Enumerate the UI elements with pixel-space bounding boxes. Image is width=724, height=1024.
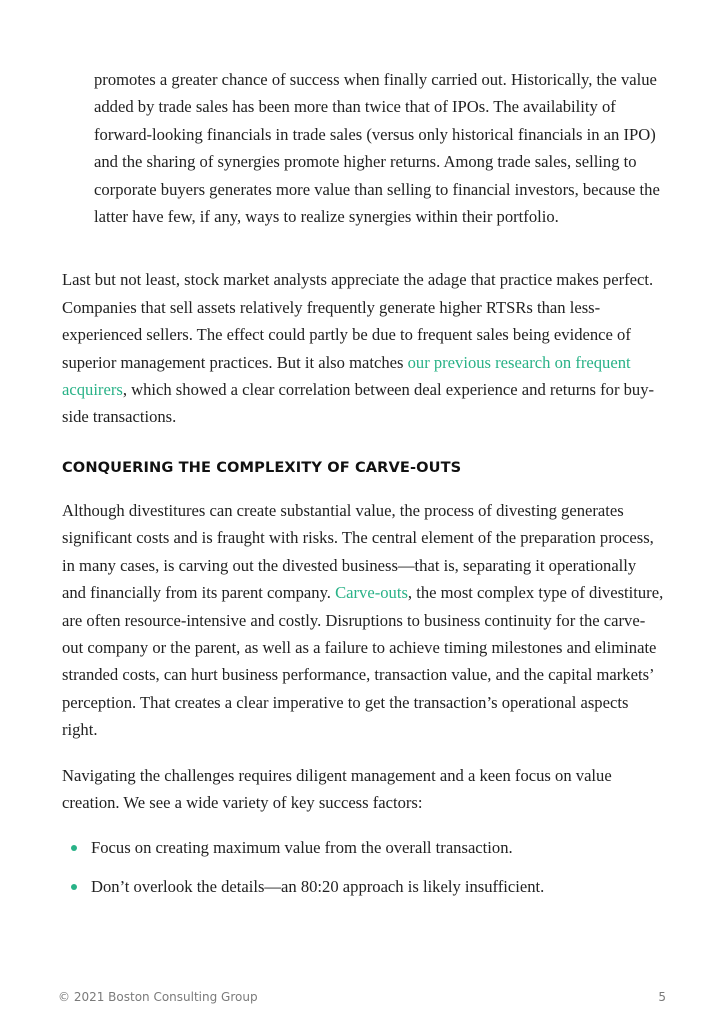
paragraph-text-segment: , which showed a clear correlation between deal experience and returns for buy-side transactions.	[62, 380, 655, 427]
document-body	[62, 66, 664, 911]
paragraph-carve-outs	[62, 497, 664, 744]
continued-indented-paragraph: promotes a greater chance of success when finally carried out. Historically, the value added by trade sales has been more than twice that of IPOs. The availability of forward-looking financials in trade sales (versus only historical financials in an IPO) and the sharing of synergies promote higher returns. Among trade sales, selling to corporate buyers generates more value than selling to financial investors, because the latter have few, if any, ways to realize synergies within their portfolio.	[94, 70, 660, 227]
section-heading: CONQUERING THE COMPLEXITY OF CARVE-OUTS	[62, 458, 462, 476]
link-previous-research-frequent-acquirers[interactable]: our previous research on frequent acquirers	[62, 352, 631, 400]
bullet-dot-icon	[71, 845, 77, 851]
footer-copyright: © 2021 Boston Consulting Group	[58, 990, 258, 1004]
list-item	[62, 873, 664, 900]
list-item	[62, 834, 664, 861]
list-item-text: Focus on creating maximum value from the overall transaction.	[91, 838, 513, 858]
list-item-text: Don’t overlook the details—an 80:20 approach is likely insufficient.	[91, 876, 545, 896]
paragraph-practice-makes-perfect	[62, 266, 664, 430]
paragraph-text-segment: Last but not least, stock market analysts appreciate the adage that practice makes perfect. Companies that sell assets relatively frequently generate higher RTSRs than less-experienced sellers. The effect could partly be due to frequent sales being evidence of superior management practices. But it also matches	[62, 270, 654, 372]
bullet-dot-icon	[71, 884, 77, 890]
footer-page-number: 5	[658, 990, 666, 1004]
paragraph-text-segment: Although divestitures can create substantial value, the process of divesting generates significant costs and is fraught with risks. The central element of the preparation process, in many cases, is carving out the divested business—that is, separating it operationally and financially from its parent company.	[62, 500, 654, 603]
paragraph-text-segment: , the most complex type of divestiture, are often resource-intensive and costly. Disruptions to business continuity for the carve-out company or the parent, as well as a failure to achieve timing milestones and eliminate stranded costs, can hurt business performance, transaction value, and the capital markets’ perception. That creates a clear imperative to get the transaction’s operational aspects right.	[62, 583, 664, 740]
paragraph-navigating-challenges: Navigating the challenges requires diligent management and a keen focus on value creation. We see a wide variety of key success factors:	[62, 765, 612, 812]
success-factors-list	[62, 834, 664, 900]
link-carve-outs[interactable]: Carve-outs	[335, 583, 408, 603]
